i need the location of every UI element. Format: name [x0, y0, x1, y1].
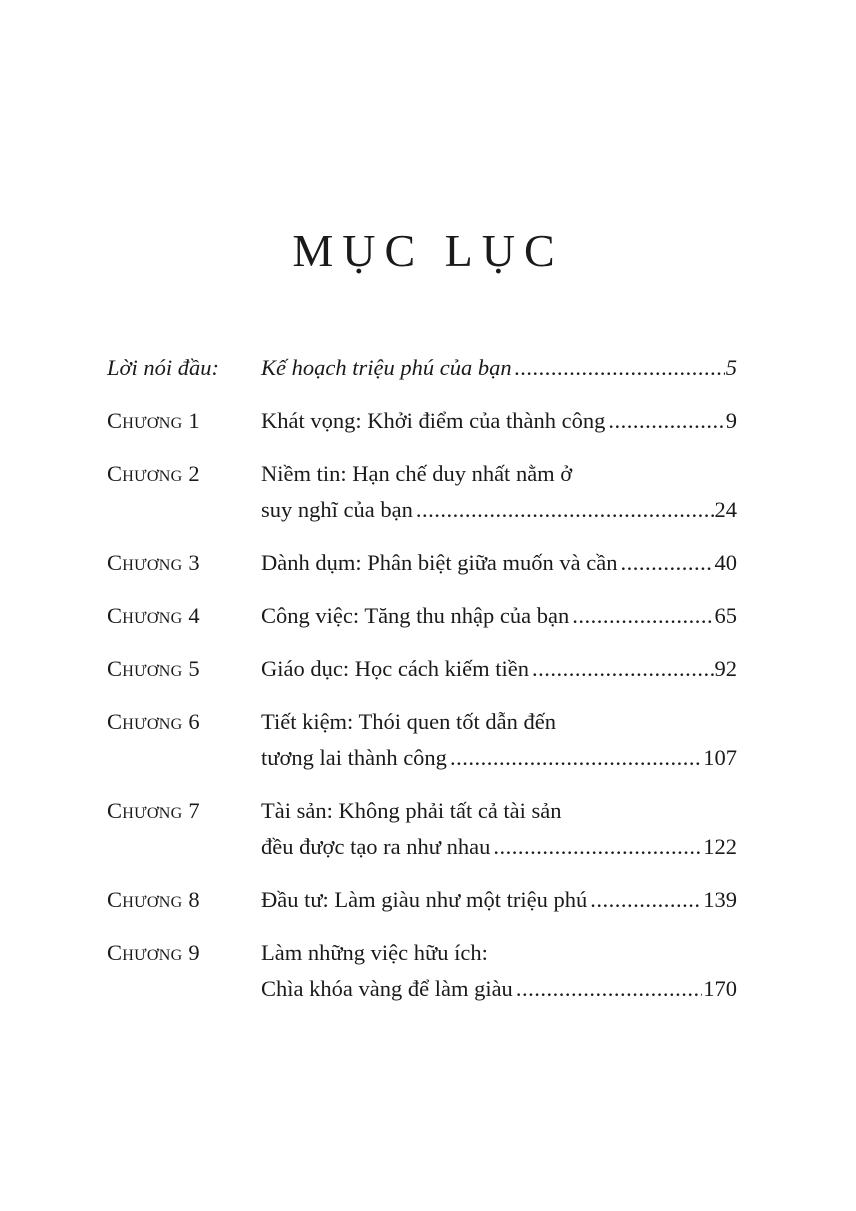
toc-entry-page-number: 107 [703, 745, 737, 770]
toc-entry-label: Chương 2 [107, 461, 200, 486]
toc-entry-body [261, 456, 737, 528]
dot-leader [621, 545, 714, 581]
toc-entry-title: đều được tạo ra như nhau [261, 834, 491, 859]
page-title: MỤC LỤC [292, 225, 564, 276]
toc-entry-title: Khát vọng: Khởi điểm của thành công [261, 408, 606, 433]
toc-entry-page-number: 5 [725, 355, 737, 380]
toc-entry-line [261, 350, 737, 386]
toc-entry-page-number: 9 [725, 408, 737, 433]
toc-entry-label: Chương 5 [107, 656, 200, 681]
toc-entry-chapter-2 [107, 456, 737, 528]
toc-entry-chapter-8 [107, 882, 737, 918]
toc-entry-chapter-1 [107, 403, 737, 439]
toc-entry-body [261, 403, 737, 439]
toc-entry-title: Giáo dục: Học cách kiếm tiền [261, 656, 530, 681]
toc-entry-body [261, 545, 737, 581]
toc-entry-body [261, 598, 737, 634]
toc-entry-line [261, 545, 737, 581]
toc-entry-page-number: 65 [714, 603, 737, 628]
toc-entry-label: Chương 1 [107, 408, 200, 433]
toc-entry-label: Chương 4 [107, 603, 200, 628]
table-of-contents [107, 350, 737, 1024]
dot-leader [532, 651, 713, 687]
toc-entry-page-number: 122 [703, 834, 737, 859]
toc-entry-body [261, 882, 737, 918]
dot-leader [493, 829, 702, 865]
toc-entry-line [261, 882, 737, 918]
toc-entry-line [261, 651, 737, 687]
toc-entry-title: suy nghĩ của bạn [261, 497, 413, 522]
toc-entry-chapter-4 [107, 598, 737, 634]
dot-leader [608, 403, 724, 439]
toc-entry-line [261, 492, 737, 528]
toc-entry-chapter-7 [107, 793, 737, 865]
dot-leader [416, 492, 714, 528]
toc-entry-line [261, 403, 737, 439]
toc-entry-line [261, 829, 737, 865]
dot-leader [515, 350, 725, 386]
toc-entry-title: Dành dụm: Phân biệt giữa muốn và cần [261, 550, 618, 575]
dot-leader [450, 740, 702, 776]
toc-entry-body [261, 935, 737, 1007]
toc-entry-page-number: 139 [703, 887, 737, 912]
dot-leader [516, 971, 702, 1007]
toc-entry-body [261, 651, 737, 687]
toc-entry-page-number: 40 [714, 550, 737, 575]
toc-entry-preface [107, 350, 737, 386]
toc-entry-label: Chương 6 [107, 709, 200, 734]
toc-entry-title-line-1: Niềm tin: Hạn chế duy nhất nằm ở [261, 461, 573, 486]
toc-entry-page-number: 170 [703, 976, 737, 1001]
toc-entry-label: Chương 3 [107, 550, 200, 575]
toc-entry-title-line-1: Tài sản: Không phải tất cả tài sản [261, 798, 562, 823]
toc-entry-chapter-5 [107, 651, 737, 687]
dot-leader [572, 598, 713, 634]
toc-entry-title: Đầu tư: Làm giàu như một triệu phú [261, 887, 588, 912]
toc-entry-title: Kế hoạch triệu phú của bạn [261, 355, 512, 380]
toc-entry-page-number: 24 [714, 497, 737, 522]
toc-entry-title: Công việc: Tăng thu nhập của bạn [261, 603, 570, 628]
toc-entry-chapter-9 [107, 935, 737, 1007]
toc-entry-line [261, 971, 737, 1007]
toc-entry-label: Chương 7 [107, 798, 200, 823]
toc-entry-label: Chương 9 [107, 940, 200, 965]
toc-entry-page-number: 92 [714, 656, 737, 681]
toc-entry-title: Chìa khóa vàng để làm giàu [261, 976, 513, 1001]
toc-entry-chapter-3 [107, 545, 737, 581]
toc-entry-label: Chương 8 [107, 887, 200, 912]
toc-entry-chapter-6 [107, 704, 737, 776]
toc-entry-title: tương lai thành công [261, 745, 447, 770]
toc-entry-body [261, 350, 737, 386]
toc-entry-title-line-1: Tiết kiệm: Thói quen tốt dẫn đến [261, 709, 556, 734]
toc-entry-body [261, 704, 737, 776]
toc-entry-line [261, 598, 737, 634]
dot-leader [590, 882, 702, 918]
toc-entry-body [261, 793, 737, 865]
toc-entry-title-line-1: Làm những việc hữu ích: [261, 940, 488, 965]
toc-entry-label: Lời nói đầu: [107, 355, 220, 380]
toc-entry-line [261, 740, 737, 776]
